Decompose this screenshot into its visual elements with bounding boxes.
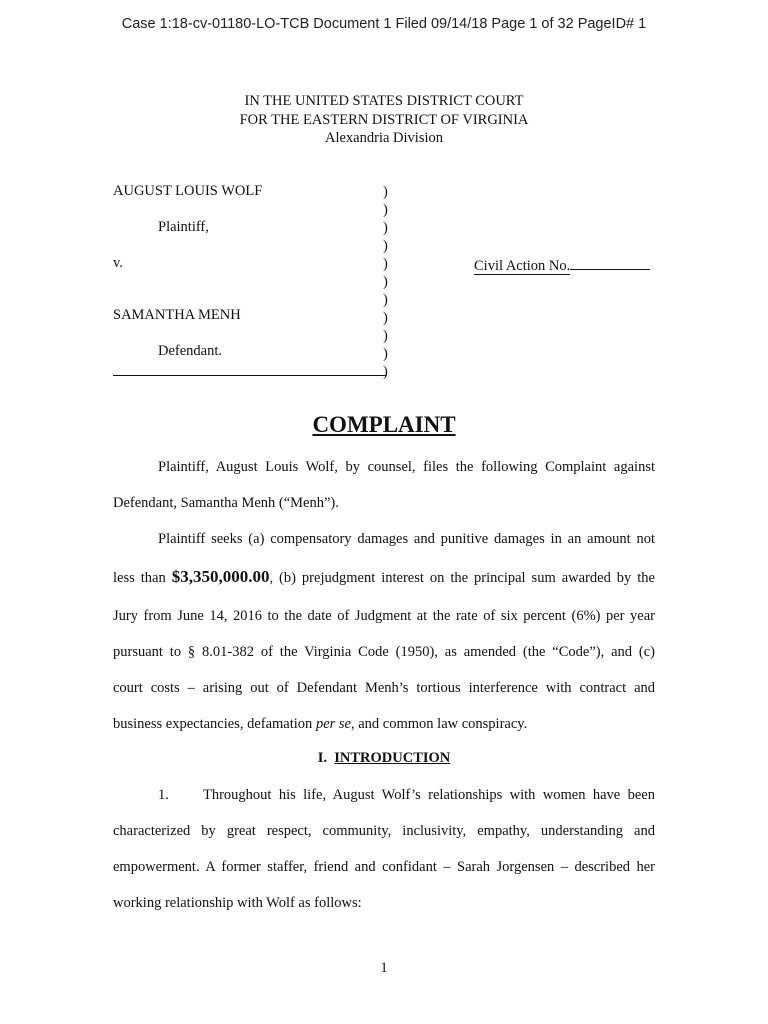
caption-paren: ) bbox=[383, 328, 388, 344]
caption-paren: ) bbox=[383, 202, 388, 218]
damages-amount: $3,350,000.00 bbox=[171, 567, 270, 586]
caption-paren: ) bbox=[383, 238, 388, 254]
filing-header-stamp: Case 1:18-cv-01180-LO-TCB Document 1 Filed 09/14/18 Page 1 of 32 PageID# 1 bbox=[121, 16, 647, 32]
caption-paren: ) bbox=[383, 364, 388, 380]
caption-versus: v. bbox=[113, 255, 123, 271]
caption-paren: ) bbox=[383, 220, 388, 236]
page-number: 1 bbox=[380, 960, 388, 976]
intro-line-1: Plaintiff, August Louis Wolf, by counsel, files the following Complaint against bbox=[158, 459, 655, 475]
relief-line-6-lead: business expectancies, defamation bbox=[113, 716, 316, 732]
paragraph-1-line-2: characterized by great respect, community, inclusivity, empathy, understanding and bbox=[113, 823, 655, 839]
caption-paren: ) bbox=[383, 274, 388, 290]
caption-bracket bbox=[383, 183, 388, 381]
court-line-2: FOR THE EASTERN DISTRICT OF VIRGINIA bbox=[239, 111, 529, 128]
relief-line-6 bbox=[113, 716, 655, 733]
civil-action-number-blank bbox=[570, 255, 650, 270]
paragraph-1-line-1 bbox=[113, 787, 655, 804]
section-title: INTRODUCTION bbox=[334, 750, 451, 766]
relief-line-2-lead: less than bbox=[113, 570, 172, 586]
caption-defendant-name: SAMANTHA MENH bbox=[113, 307, 241, 323]
caption-paren: ) bbox=[383, 256, 388, 272]
caption-paren: ) bbox=[383, 292, 388, 308]
paragraph-1-line-3: empowerment. A former staffer, friend and confidant – Sarah Jorgensen – described her bbox=[113, 859, 655, 875]
document-title: COMPLAINT bbox=[312, 412, 456, 437]
relief-line-2 bbox=[113, 567, 655, 587]
section-heading bbox=[0, 750, 768, 767]
court-division: Alexandria Division bbox=[325, 130, 443, 146]
paragraph-1-number: 1. bbox=[158, 787, 169, 803]
caption-paren: ) bbox=[383, 184, 388, 200]
relief-line-3: Jury from June 14, 2016 to the date of Judgment at the rate of six percent (6%) per year bbox=[113, 608, 655, 624]
relief-line-2-tail: , (b) prejudgment interest on the principal sum awarded by the bbox=[269, 570, 655, 586]
civil-action-label: Civil Action No. bbox=[474, 258, 571, 274]
caption-divider bbox=[113, 375, 386, 376]
relief-line-6-tail: , and common law conspiracy. bbox=[350, 716, 528, 732]
relief-line-5: court costs – arising out of Defendant Menh’s tortious interference with contract and bbox=[113, 680, 655, 696]
civil-action-field bbox=[474, 255, 650, 275]
caption-defendant-role: Defendant. bbox=[158, 343, 223, 359]
caption-plaintiff-name: AUGUST LOUIS WOLF bbox=[113, 183, 263, 199]
paragraph-1-line-4: working relationship with Wolf as follows: bbox=[113, 895, 362, 911]
caption-paren: ) bbox=[383, 346, 388, 362]
caption-paren: ) bbox=[383, 310, 388, 326]
relief-line-6-italic: per se bbox=[315, 716, 351, 732]
intro-line-2: Defendant, Samantha Menh (“Menh”). bbox=[113, 495, 339, 511]
caption-plaintiff-role: Plaintiff, bbox=[158, 219, 209, 235]
relief-line-1: Plaintiff seeks (a) compensatory damages and punitive damages in an amount not bbox=[158, 531, 655, 547]
court-line-1: IN THE UNITED STATES DISTRICT COURT bbox=[244, 93, 524, 109]
court-heading bbox=[0, 92, 768, 148]
paragraph-1-line-1-text: Throughout his life, August Wolf’s relationships with women have been bbox=[203, 787, 655, 803]
relief-line-4: pursuant to § 8.01-382 of the Virginia Code (1950), as amended (the “Code”), and (c) bbox=[113, 644, 655, 660]
section-number: I. bbox=[317, 750, 327, 766]
